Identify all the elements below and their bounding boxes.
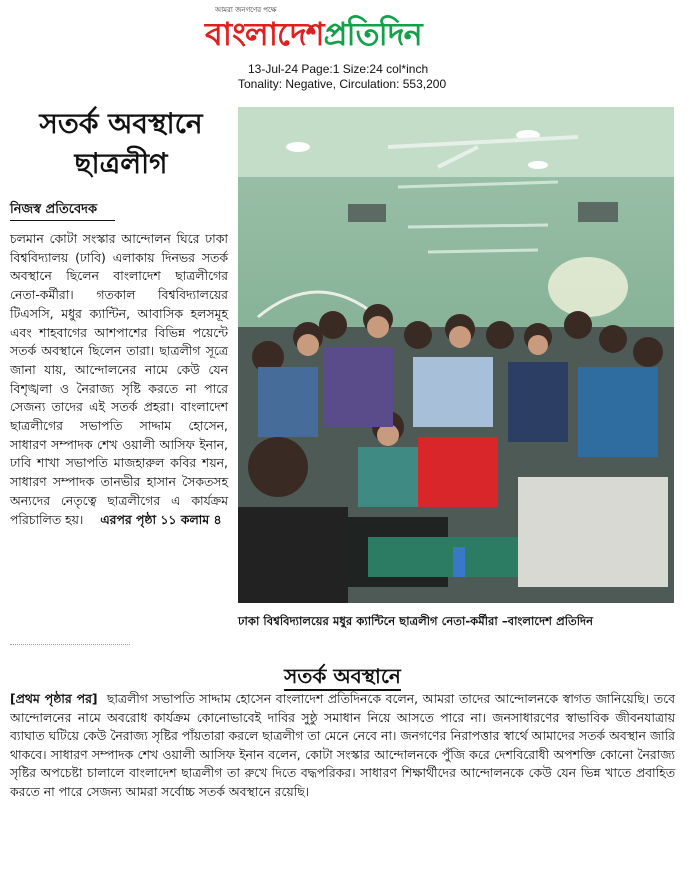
- logo-part-protidin: প্রতিদিন: [323, 15, 422, 53]
- photo-illustration: [238, 107, 674, 603]
- masthead: [205, 4, 490, 56]
- meta-tonality-circulation: Tonality: Negative, Circulation: 553,200: [238, 77, 447, 91]
- byline-underline: [10, 220, 115, 221]
- news-photo: [238, 107, 674, 603]
- clipping-meta: [238, 62, 446, 92]
- continuation-body: [10, 690, 675, 802]
- jump-text: এরপর পৃষ্ঠা ১১ কলাম ৪: [100, 511, 222, 527]
- logo-part-bangladesh: বাংলাদেশ: [205, 15, 324, 53]
- article-jump-line: [87, 512, 221, 527]
- article-byline: নিজস্ব প্রতিবেদক: [10, 202, 98, 217]
- masthead-tagline: আমরা জনগণের পক্ষে: [215, 6, 277, 14]
- article-headline: সতর্ক অবস্থানে ছাত্রলীগ: [39, 107, 203, 180]
- newspaper-logo: [205, 12, 422, 56]
- meta-date-page-size: 13-Jul-24 Page:1 Size:24 col*inch: [248, 62, 429, 76]
- article-body-text: চলমান কোটা সংস্কার আন্দোলন ঘিরে ঢাকা বিশ্ববিদ্যালয় (ঢাবি) এলাকায় দিনভর সতর্ক অবস্থানে ছিলেন বাংলাদেশ ছাত্রলীগের নেতা-কর্মীরা। গতকাল বিশ্ববিদ্যালয়ের টিএসসি, মধুর ক্যান্টিন, আবাসিক হলসমূহ এবং শাহবাগের আশপাশের বিভিন্ন পয়েন্টে সতর্ক অবস্থানে ছিলেন তারা। ছাত্রলীগ সূত্রে জানা যায়, আন্দোলনের নামে কেউ যেন বিশৃঙ্খলা ও নৈরাজ্য সৃষ্টি করতে না পারে সেজন্য তাদের এই সতর্ক প্রহরা। বাংলাদেশ ছাত্রলীগের সভাপতি সাদ্দাম হোসেন, সাধারণ সম্পাদক শেখ ওয়ালী আসিফ ইনান, ঢাবি শাখা সভাপতি মাজহারুল কবির শয়ন, সাধারণ সম্পাদক তানভীর হাসান সৈকতসহ অন্যদের নেতৃত্বে ছাত্রলীগের এ কার্যক্রম পরিচালিত হয়।: [10, 231, 228, 527]
- clipping-divider: [10, 644, 130, 645]
- article-body: [10, 230, 228, 529]
- continuation-body-text: ছাত্রলীগ সভাপতি সাদ্দাম হোসেন বাংলাদেশ প্রতিদিনকে বলেন, আমরা তাদের আন্দোলনকে স্বাগত জানিয়েছি। তবে আন্দোলনের নামে অবরোধ কার্যক্রম কোনোভাবেই দাবির সুষ্ঠু সমাধান নিয়ে আসতে পারে না। জনসাধারণের স্বাভাবিক জীবনযাত্রায় ব্যাঘাত ঘটিয়ে কেউ নৈরাজ্য সৃষ্টির পাঁয়তারা করলে ছাত্রলীগ তা মেনে নেবে না। জনগণের নিরাপত্তার স্বার্থে আমাদের সতর্ক অবস্থান জারি থাকবে। সাধারণ সম্পাদক শেখ ওয়ালী আসিফ ইনান বলেন, কোটা সংস্কার আন্দোলনকে পুঁজি করে দেশবিরোধী অপশক্তি কোনো নৈরাজ্য সৃষ্টির অপচেষ্টা চালালে বাংলাদেশ ছাত্রলীগ তা রুখে দিতে বদ্ধপরিকর। সাধারণ শিক্ষার্থীদের আন্দোলনকে কেউ যেন ভিন্ন খাতে প্রবাহিত করতে না পারে সেজন্য আমরা সর্বোচ্চ সতর্ক অবস্থানে রয়েছি।: [10, 691, 675, 799]
- photo-caption: ঢাকা বিশ্ববিদ্যালয়ের মধুর ক্যান্টিনে ছাত্রলীগ নেতা-কর্মীরা –বাংলাদেশ প্রতিদিন: [238, 614, 594, 628]
- continuation-headline-text: সতর্ক অবস্থানে: [284, 664, 401, 691]
- continuation-tag: [প্রথম পৃষ্ঠার পর]: [10, 691, 98, 706]
